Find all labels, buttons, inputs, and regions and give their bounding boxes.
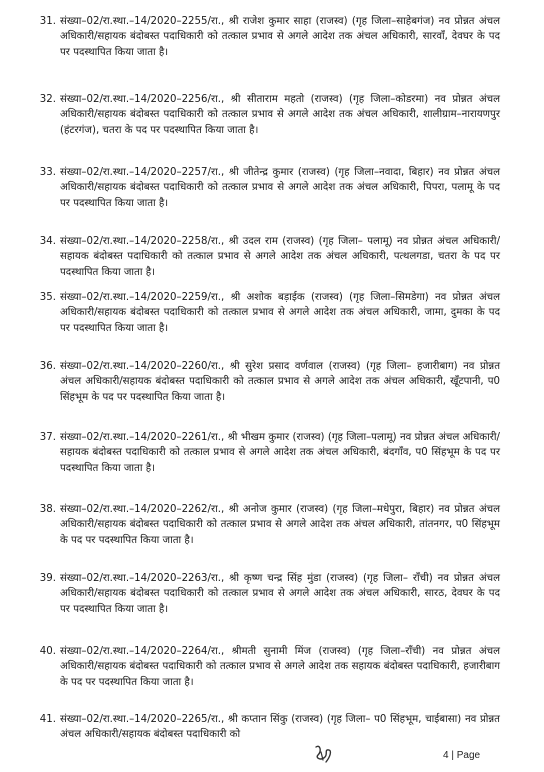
entry-number: 36. bbox=[39, 361, 56, 372]
entry-text: संख्या–02/रा.स्था.–14/2020–2262/रा., श्री अनोज कुमार (राजस्व) (गृह जिला–मधेपुरा, बिहार) नव प्रोन्नत अंचल अधिकारी/सहायक बंदोबस्त पदाधिकारी को तत्काल प्रभाव से अगले आदेश तक अंचल अधिकारी, तांतनगर, प0 सिंहभूम के पद पर पदस्थापित किया जाता है। bbox=[60, 504, 500, 546]
order-entry-31 bbox=[39, 14, 500, 60]
entry-text: संख्या–02/रा.स्था.–14/2020–2261/रा., श्री भीखम कुमार (राजस्व) (गृह जिला–पलामू) नव प्रोन्नत अंचल अधिकारी/सहायक बंदोबस्त पदाधिकारी को तत्काल प्रभाव से अगले आदेश तक अंचल अधिकारी, बंदगाँव, प0 सिंहभूम के पद पर पदस्थापित किया जाता है। bbox=[60, 432, 500, 474]
entry-number: 41. bbox=[39, 714, 56, 725]
order-entry-32 bbox=[39, 92, 500, 138]
entry-number: 39. bbox=[39, 573, 56, 584]
entry-text: संख्या–02/रा.स्था.–14/2020–2256/रा., श्री सीताराम महतो (राजस्व) (गृह जिला–कोडरमा) नव प्रोन्नत अंचल अधिकारी/सहायक बंदोबस्त पदाधिकारी को तत्काल प्रभाव से अगले आदेश तक अंचल अधिकारी, शालीग्राम–नारायणपुर (हंटरगंज), चतरा के पद पर पदस्थापित किया जाता है। bbox=[60, 94, 500, 136]
order-entry-33 bbox=[39, 165, 500, 211]
order-entry-39 bbox=[39, 571, 500, 617]
page-number: 4 | Page bbox=[443, 750, 481, 761]
entry-text: संख्या–02/रा.स्था.–14/2020–2260/रा., श्री सुरेश प्रसाद वर्णवाल (राजस्व) (गृह जिला– हजारीबाग) नव प्रोन्नत अंचल अधिकारी/सहायक बंदोबस्त पदाधिकारी को तत्काल प्रभाव से अगले आदेश तक अंचल अधिकारी, खूँटपानी, प0 सिंहभूम के पद पर पदस्थापित किया जाता है। bbox=[60, 361, 500, 403]
order-entry-36 bbox=[39, 359, 500, 405]
entry-number: 31. bbox=[39, 16, 56, 27]
entry-text: संख्या–02/रा.स्था.–14/2020–2257/रा., श्री जीतेन्द्र कुमार (राजस्व) (गृह जिला–नवादा, बिहार) नव प्रोन्नत अंचल अधिकारी/सहायक बंदोबस्त पदाधिकारी को तत्काल प्रभाव से अगले आदेश तक अंचल अधिकारी, पिपरा, पलामू के पद पर पदस्थापित किया जाता है। bbox=[60, 167, 500, 209]
entry-text: संख्या–02/रा.स्था.–14/2020–2259/रा., श्री अशोक बड़ाईक (राजस्व) (गृह जिला–सिमडेगा) नव प्रोन्नत अंचल अधिकारी/सहायक बंदोबस्त पदाधिकारी को तत्काल प्रभाव से अगले आदेश तक अंचल अधिकारी, जामा, दुमका के पद पर पदस्थापित किया जाता है। bbox=[60, 292, 500, 334]
order-entry-34 bbox=[39, 234, 500, 280]
entry-number: 34. bbox=[39, 236, 56, 247]
signature-mark bbox=[312, 743, 336, 765]
order-entry-38 bbox=[39, 502, 500, 548]
entry-number: 38. bbox=[39, 504, 56, 515]
entry-text: संख्या–02/रा.स्था.–14/2020–2255/रा., श्री राजेश कुमार साहा (राजस्व) (गृह जिला–साहेबगंज) नव प्रोन्नत अंचल अधिकारी/सहायक बंदोबस्त पदाधिकारी को तत्काल प्रभाव से अगले आदेश तक अंचल अधिकारी, सारवाँ, देवघर के पद पर पदस्थापित किया जाता है। bbox=[60, 16, 500, 58]
entry-number: 40. bbox=[39, 646, 56, 657]
order-entry-41 bbox=[39, 712, 500, 743]
order-entry-40 bbox=[39, 644, 500, 690]
entry-text: संख्या–02/रा.स्था.–14/2020–2263/रा., श्री कृष्ण चन्द्र सिंह मुंडा (राजस्व) (गृह जिला– राँची) नव प्रोन्नत अंचल अधिकारी/सहायक बंदोबस्त पदाधिकारी को तत्काल प्रभाव से अगले आदेश तक अंचल अधिकारी, सारठ, देवघर के पद पर पदस्थापित किया जाता है। bbox=[60, 573, 500, 615]
entry-text: संख्या–02/रा.स्था.–14/2020–2264/रा., श्रीमती सुनामी मिंज (राजस्व) (गृह जिला–राँची) नव प्रोन्नत अंचल अधिकारी/सहायक बंदोबस्त पदाधिकारी को तत्काल प्रभाव से अगले आदेश तक सहायक बंदोबस्त पदाधिकारी, हजारीबाग के पद पर पदस्थापित किया जाता है। bbox=[60, 646, 500, 688]
order-entry-37 bbox=[39, 430, 500, 476]
entry-number: 33. bbox=[39, 167, 56, 178]
order-entry-35 bbox=[39, 290, 500, 336]
entry-number: 37. bbox=[39, 432, 56, 443]
entry-text: संख्या–02/रा.स्था.–14/2020–2258/रा., श्री उदल राम (राजस्व) (गृह जिला– पलामू) नव प्रोन्नत अंचल अधिकारी/सहायक बंदोबस्त पदाधिकारी को तत्काल प्रभाव से अगले आदेश तक अंचल अधिकारी, पत्थलगडा, चतरा के पद पर पदस्थापित किया जाता है। bbox=[60, 236, 500, 278]
entry-number: 35. bbox=[39, 292, 56, 303]
entry-text: संख्या–02/रा.स्था.–14/2020–2265/रा., श्री कप्तान सिंकु (राजस्व) (गृह जिला– प0 सिंहभूम, चाईबासा) नव प्रोन्नत अंचल अधिकारी/सहायक बंदोबस्त पदाधिकारी को bbox=[60, 714, 500, 741]
entry-number: 32. bbox=[39, 94, 56, 105]
